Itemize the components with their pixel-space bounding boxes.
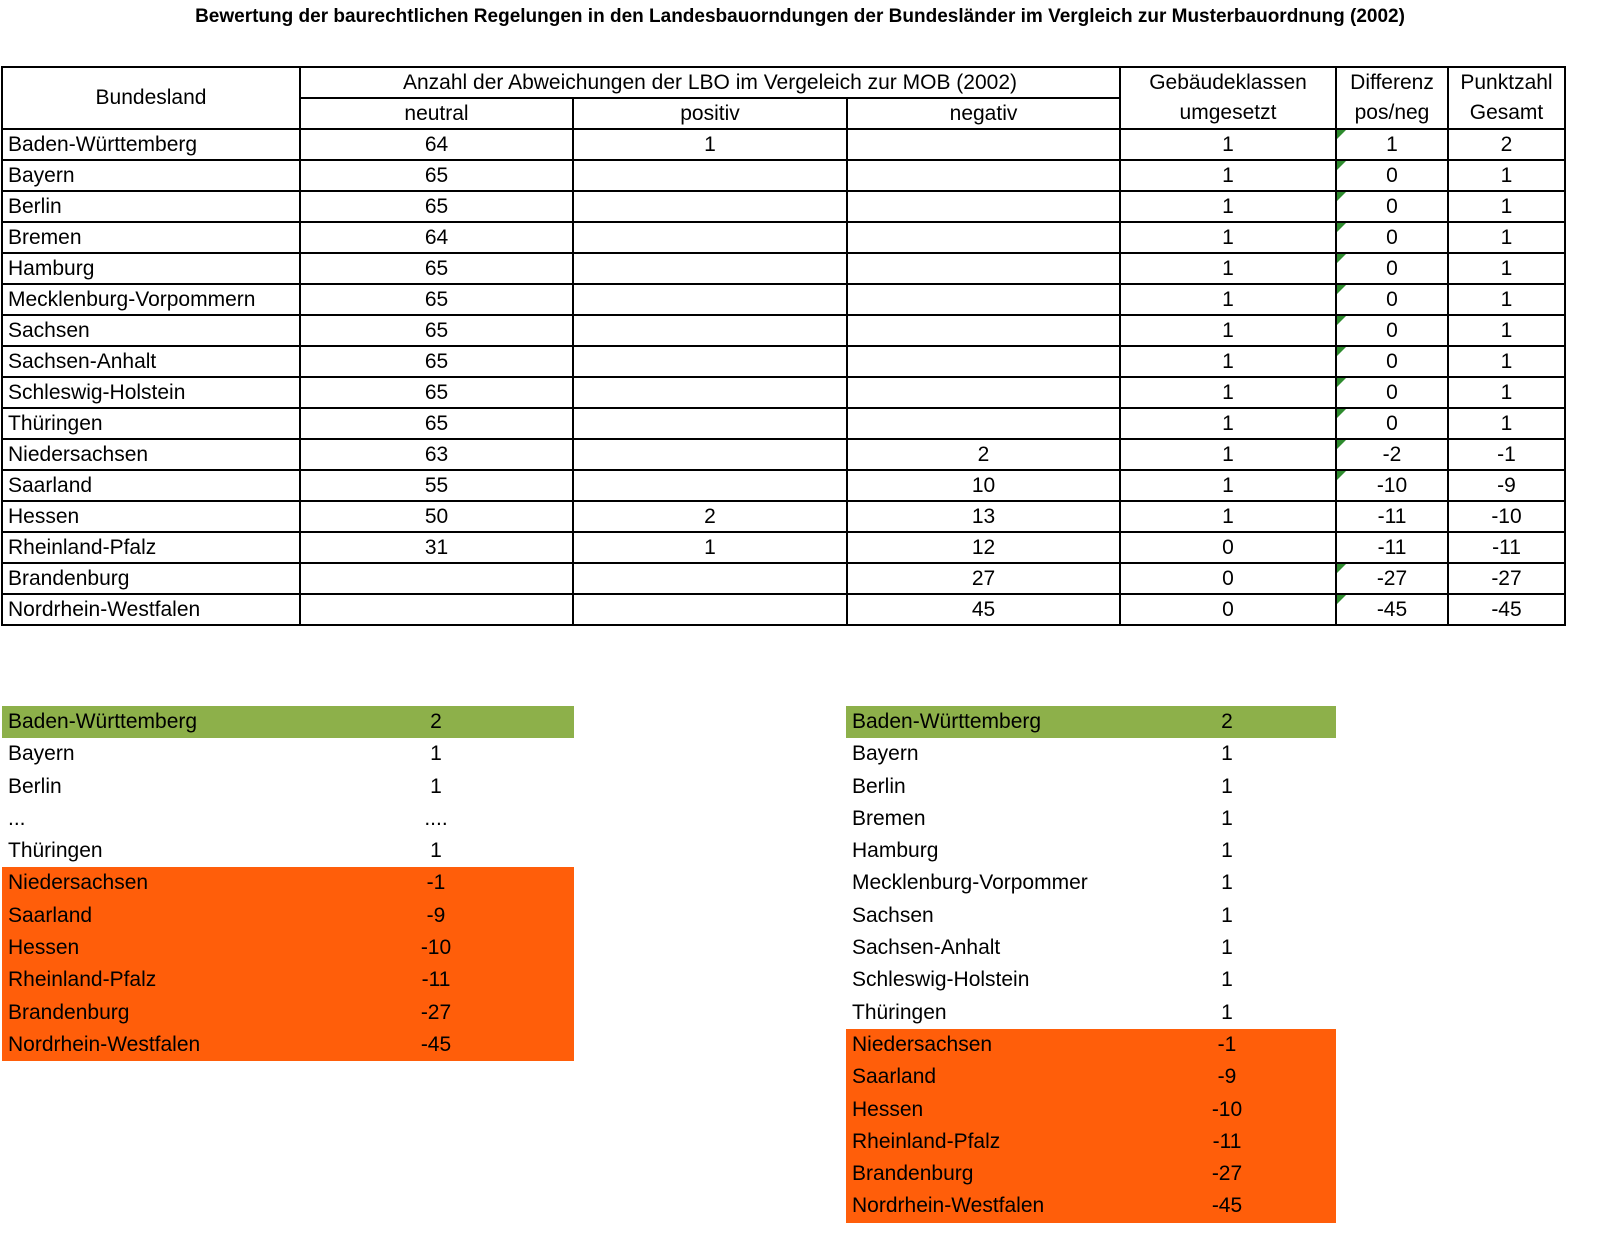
cell-gebaeude: 1 bbox=[1120, 408, 1336, 439]
list-item bbox=[846, 1029, 1336, 1061]
cell-negativ: 10 bbox=[847, 470, 1120, 501]
list-item-name: Saarland bbox=[8, 903, 93, 927]
list-item-name: Mecklenburg-Vorpommer bbox=[852, 871, 1088, 895]
list-item bbox=[846, 835, 1336, 867]
list-item-name: Nordrhein-Westfalen bbox=[852, 1194, 1045, 1218]
list-item-name: Thüringen bbox=[8, 839, 103, 863]
list-item-value: 1 bbox=[430, 774, 442, 798]
cell-differenz: 1 bbox=[1336, 129, 1448, 160]
cell-punkte: -10 bbox=[1448, 501, 1565, 532]
list-item-value: -9 bbox=[426, 903, 446, 927]
cell-negativ bbox=[847, 222, 1120, 253]
list-item-value: -10 bbox=[1211, 1097, 1243, 1121]
cell-gebaeude: 1 bbox=[1120, 377, 1336, 408]
cell-bundesland: Hamburg bbox=[2, 253, 300, 284]
cell-negativ: 45 bbox=[847, 594, 1120, 625]
table-row bbox=[2, 470, 1565, 501]
cell-negativ bbox=[847, 284, 1120, 315]
cell-neutral: 50 bbox=[300, 501, 573, 532]
list-item bbox=[2, 803, 574, 835]
cell-positiv bbox=[573, 222, 847, 253]
cell-bundesland: Thüringen bbox=[2, 408, 300, 439]
cell-positiv bbox=[573, 594, 847, 625]
list-item-name: Berlin bbox=[852, 774, 906, 798]
page-title: Bewertung der baurechtlichen Regelungen in den Landesbauorndungen der Bundesländer im Vergleich zur Musterbauordnung (2002) bbox=[195, 6, 1405, 27]
list-item-name: Brandenburg bbox=[8, 1000, 130, 1024]
list-item bbox=[2, 900, 574, 932]
cell-bundesland: Baden-Württemberg bbox=[2, 129, 300, 160]
cell-positiv bbox=[573, 160, 847, 191]
cell-gebaeude: 0 bbox=[1120, 532, 1336, 563]
header-negativ: negativ bbox=[847, 98, 1120, 129]
cell-bundesland: Nordrhein-Westfalen bbox=[2, 594, 300, 625]
cell-negativ: 12 bbox=[847, 532, 1120, 563]
cell-punkte: -27 bbox=[1448, 563, 1565, 594]
list-item-name: Sachsen-Anhalt bbox=[852, 936, 1001, 960]
cell-gebaeude: 1 bbox=[1120, 501, 1336, 532]
cell-punkte: 1 bbox=[1448, 346, 1565, 377]
cell-punkte: 1 bbox=[1448, 253, 1565, 284]
cell-gebaeude: 1 bbox=[1120, 315, 1336, 346]
cell-differenz: 0 bbox=[1336, 191, 1448, 222]
list-item bbox=[846, 706, 1336, 738]
table-row bbox=[2, 253, 1565, 284]
list-item bbox=[2, 706, 574, 738]
cell-negativ: 2 bbox=[847, 439, 1120, 470]
header-positiv: positiv bbox=[573, 98, 847, 129]
cell-neutral: 65 bbox=[300, 253, 573, 284]
table-row bbox=[2, 377, 1565, 408]
cell-negativ bbox=[847, 129, 1120, 160]
cell-neutral: 55 bbox=[300, 470, 573, 501]
table-row bbox=[2, 191, 1565, 222]
list-item bbox=[2, 867, 574, 899]
list-item-value: .... bbox=[424, 806, 448, 830]
list-item-name: Rheinland-Pfalz bbox=[8, 968, 157, 992]
list-item-value: 1 bbox=[1221, 871, 1233, 895]
cell-positiv bbox=[573, 253, 847, 284]
table-row bbox=[2, 501, 1565, 532]
list-item bbox=[846, 997, 1336, 1029]
cell-differenz: 0 bbox=[1336, 222, 1448, 253]
cell-neutral: 31 bbox=[300, 532, 573, 563]
cell-bundesland: Bremen bbox=[2, 222, 300, 253]
cell-negativ bbox=[847, 253, 1120, 284]
list-item-value: 1 bbox=[1221, 742, 1233, 766]
cell-negativ: 27 bbox=[847, 563, 1120, 594]
cell-differenz: -11 bbox=[1336, 501, 1448, 532]
cell-differenz: -45 bbox=[1336, 594, 1448, 625]
cell-differenz: 0 bbox=[1336, 408, 1448, 439]
table-row bbox=[2, 129, 1565, 160]
list-item-value: 1 bbox=[430, 742, 442, 766]
cell-differenz: -27 bbox=[1336, 563, 1448, 594]
cell-positiv bbox=[573, 563, 847, 594]
cell-positiv bbox=[573, 377, 847, 408]
cell-punkte: -9 bbox=[1448, 470, 1565, 501]
table-row bbox=[2, 160, 1565, 191]
list-item bbox=[846, 900, 1336, 932]
list-item-name: Sachsen bbox=[852, 903, 934, 927]
table-row bbox=[2, 532, 1565, 563]
cell-differenz: -10 bbox=[1336, 470, 1448, 501]
cell-bundesland: Berlin bbox=[2, 191, 300, 222]
cell-punkte: 2 bbox=[1448, 129, 1565, 160]
header-differenz-2: pos/neg bbox=[1336, 98, 1448, 129]
cell-gebaeude: 1 bbox=[1120, 222, 1336, 253]
table-row bbox=[2, 439, 1565, 470]
comparison-table bbox=[1, 66, 1566, 626]
cell-punkte: 1 bbox=[1448, 377, 1565, 408]
list-item bbox=[846, 867, 1336, 899]
cell-bundesland: Rheinland-Pfalz bbox=[2, 532, 300, 563]
list-item-value: 2 bbox=[1221, 710, 1233, 733]
list-item-value: -10 bbox=[420, 936, 452, 960]
list-item bbox=[846, 1094, 1336, 1126]
cell-bundesland: Hessen bbox=[2, 501, 300, 532]
list-item bbox=[2, 997, 574, 1029]
list-item-value: 2 bbox=[430, 710, 442, 733]
cell-neutral: 63 bbox=[300, 439, 573, 470]
list-item bbox=[846, 932, 1336, 964]
cell-neutral bbox=[300, 594, 573, 625]
cell-differenz: 0 bbox=[1336, 377, 1448, 408]
table-row bbox=[2, 222, 1565, 253]
cell-neutral: 65 bbox=[300, 346, 573, 377]
cell-negativ bbox=[847, 315, 1120, 346]
cell-negativ bbox=[847, 346, 1120, 377]
list-item-value: -45 bbox=[1211, 1194, 1243, 1218]
list-item bbox=[846, 803, 1336, 835]
cell-positiv bbox=[573, 470, 847, 501]
list-item bbox=[846, 771, 1336, 803]
cell-differenz: 0 bbox=[1336, 315, 1448, 346]
cell-gebaeude: 1 bbox=[1120, 160, 1336, 191]
table-row bbox=[2, 284, 1565, 315]
cell-neutral: 65 bbox=[300, 191, 573, 222]
list-item-name: Thüringen bbox=[852, 1000, 947, 1024]
cell-punkte: -1 bbox=[1448, 439, 1565, 470]
table-row bbox=[2, 408, 1565, 439]
cell-differenz: 0 bbox=[1336, 253, 1448, 284]
cell-positiv bbox=[573, 284, 847, 315]
list-item bbox=[846, 1158, 1336, 1190]
list-item-name: Nordrhein-Westfalen bbox=[8, 1032, 201, 1056]
cell-gebaeude: 1 bbox=[1120, 439, 1336, 470]
list-item-value: 1 bbox=[1221, 839, 1233, 863]
cell-positiv: 1 bbox=[573, 532, 847, 563]
list-item-value: -1 bbox=[426, 871, 446, 895]
list-item-name: Saarland bbox=[852, 1065, 937, 1089]
list-item-value: -11 bbox=[421, 968, 451, 992]
list-item-name: Bremen bbox=[852, 806, 926, 830]
cell-neutral: 65 bbox=[300, 408, 573, 439]
cell-positiv bbox=[573, 346, 847, 377]
cell-negativ bbox=[847, 191, 1120, 222]
cell-positiv bbox=[573, 439, 847, 470]
list-item bbox=[2, 835, 574, 867]
header-abweichungen: Anzahl der Abweichungen der LBO im Vergeleich zur MOB (2002) bbox=[300, 67, 1120, 98]
list-item-name: ... bbox=[8, 806, 26, 830]
cell-gebaeude: 1 bbox=[1120, 253, 1336, 284]
list-item-name: Berlin bbox=[8, 774, 62, 798]
list-item-name: Hessen bbox=[8, 936, 80, 960]
cell-punkte: 1 bbox=[1448, 284, 1565, 315]
header-punktzahl-2: Gesamt bbox=[1448, 98, 1565, 129]
cell-punkte: 1 bbox=[1448, 408, 1565, 439]
cell-neutral: 65 bbox=[300, 160, 573, 191]
cell-gebaeude: 0 bbox=[1120, 563, 1336, 594]
list-item-name: Bayern bbox=[852, 742, 919, 766]
cell-punkte: 1 bbox=[1448, 222, 1565, 253]
cell-punkte: -45 bbox=[1448, 594, 1565, 625]
header-neutral: neutral bbox=[300, 98, 573, 129]
cell-negativ bbox=[847, 377, 1120, 408]
header-gebaeudeklassen-2: umgesetzt bbox=[1120, 98, 1336, 129]
cell-bundesland: Schleswig-Holstein bbox=[2, 377, 300, 408]
list-item bbox=[2, 771, 574, 803]
list-item-name: Rheinland-Pfalz bbox=[852, 1129, 1001, 1153]
cell-bundesland: Sachsen bbox=[2, 315, 300, 346]
list-item bbox=[2, 1029, 574, 1061]
list-item bbox=[2, 932, 574, 964]
cell-neutral: 65 bbox=[300, 315, 573, 346]
cell-neutral: 65 bbox=[300, 377, 573, 408]
header-gebaeudeklassen-1: Gebäudeklassen bbox=[1120, 67, 1336, 98]
cell-positiv: 2 bbox=[573, 501, 847, 532]
cell-punkte: 1 bbox=[1448, 315, 1565, 346]
right-ranking-list bbox=[846, 706, 1336, 1223]
list-item-value: 1 bbox=[1221, 774, 1233, 798]
cell-bundesland: Niedersachsen bbox=[2, 439, 300, 470]
list-item-name: Niedersachsen bbox=[8, 871, 149, 895]
list-item bbox=[846, 1190, 1336, 1222]
cell-bundesland: Bayern bbox=[2, 160, 300, 191]
cell-punkte: -11 bbox=[1448, 532, 1565, 563]
cell-neutral: 65 bbox=[300, 284, 573, 315]
cell-negativ bbox=[847, 160, 1120, 191]
list-item-name: Baden-Württemberg bbox=[8, 710, 198, 733]
list-item-name: Hessen bbox=[852, 1097, 924, 1121]
list-item-value: 1 bbox=[1221, 968, 1233, 992]
cell-gebaeude: 0 bbox=[1120, 594, 1336, 625]
list-item-value: 1 bbox=[430, 839, 442, 863]
list-item-name: Baden-Württemberg bbox=[852, 710, 1042, 733]
cell-differenz: -11 bbox=[1336, 532, 1448, 563]
list-item-name: Hamburg bbox=[852, 839, 939, 863]
list-item bbox=[846, 1126, 1336, 1158]
cell-gebaeude: 1 bbox=[1120, 191, 1336, 222]
header-punktzahl-1: Punktzahl bbox=[1448, 67, 1565, 98]
header-bundesland: Bundesland bbox=[2, 67, 300, 129]
list-item-name: Niedersachsen bbox=[852, 1032, 993, 1056]
cell-bundesland: Sachsen-Anhalt bbox=[2, 346, 300, 377]
cell-positiv bbox=[573, 315, 847, 346]
list-item bbox=[846, 1061, 1336, 1093]
cell-bundesland: Saarland bbox=[2, 470, 300, 501]
cell-positiv bbox=[573, 191, 847, 222]
list-item bbox=[2, 964, 574, 996]
header-differenz-1: Differenz bbox=[1336, 67, 1448, 98]
list-item-value: -45 bbox=[420, 1032, 452, 1056]
cell-differenz: -2 bbox=[1336, 439, 1448, 470]
cell-punkte: 1 bbox=[1448, 160, 1565, 191]
table-row bbox=[2, 594, 1565, 625]
cell-punkte: 1 bbox=[1448, 191, 1565, 222]
cell-gebaeude: 1 bbox=[1120, 129, 1336, 160]
list-item-name: Schleswig-Holstein bbox=[852, 968, 1030, 992]
cell-differenz: 0 bbox=[1336, 346, 1448, 377]
list-item-value: -11 bbox=[1212, 1129, 1242, 1153]
cell-gebaeude: 1 bbox=[1120, 470, 1336, 501]
table-row bbox=[2, 315, 1565, 346]
cell-neutral: 64 bbox=[300, 222, 573, 253]
list-item-name: Bayern bbox=[8, 742, 75, 766]
list-item bbox=[2, 738, 574, 770]
left-ranking-list bbox=[2, 706, 574, 1061]
table-row bbox=[2, 563, 1565, 594]
list-item-value: 1 bbox=[1221, 936, 1233, 960]
list-item bbox=[846, 738, 1336, 770]
cell-gebaeude: 1 bbox=[1120, 284, 1336, 315]
list-item-value: -1 bbox=[1217, 1032, 1237, 1056]
list-item-value: -27 bbox=[420, 1000, 452, 1024]
cell-bundesland: Mecklenburg-Vorpommern bbox=[2, 284, 300, 315]
list-item-value: 1 bbox=[1221, 806, 1233, 830]
cell-negativ bbox=[847, 408, 1120, 439]
table-row bbox=[2, 346, 1565, 377]
list-item-value: -27 bbox=[1211, 1162, 1243, 1186]
cell-bundesland: Brandenburg bbox=[2, 563, 300, 594]
list-item bbox=[846, 964, 1336, 996]
cell-neutral: 64 bbox=[300, 129, 573, 160]
list-item-value: 1 bbox=[1221, 1000, 1233, 1024]
list-item-name: Brandenburg bbox=[852, 1162, 974, 1186]
list-item-value: 1 bbox=[1221, 903, 1233, 927]
cell-positiv bbox=[573, 408, 847, 439]
cell-positiv: 1 bbox=[573, 129, 847, 160]
cell-neutral bbox=[300, 563, 573, 594]
cell-negativ: 13 bbox=[847, 501, 1120, 532]
cell-differenz: 0 bbox=[1336, 160, 1448, 191]
list-item-value: -9 bbox=[1217, 1065, 1237, 1089]
cell-differenz: 0 bbox=[1336, 284, 1448, 315]
cell-gebaeude: 1 bbox=[1120, 346, 1336, 377]
